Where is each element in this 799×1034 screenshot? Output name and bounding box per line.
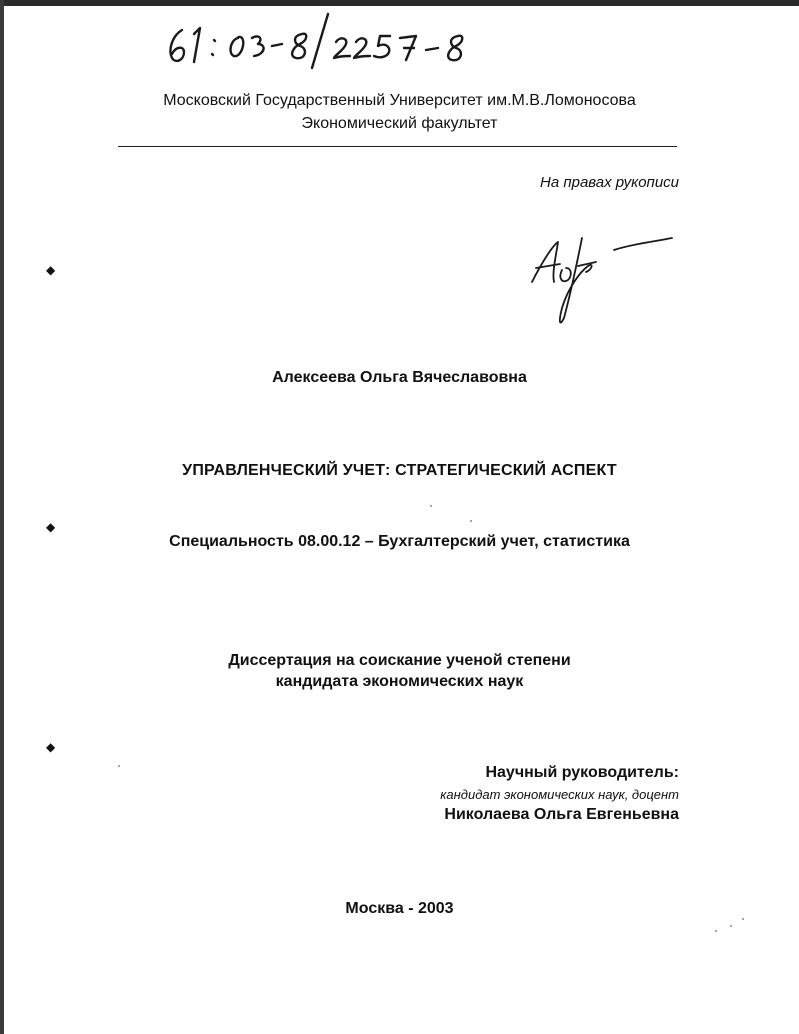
scan-speck	[730, 925, 732, 927]
author-name: Алексеева Ольга Вячеславовна	[272, 369, 527, 386]
scan-speck	[118, 765, 120, 767]
scan-speck	[742, 918, 744, 920]
scan-edge-top	[0, 0, 799, 6]
degree-line-1: Диссертация на соискание ученой степени	[228, 652, 571, 669]
punch-hole-mark: ◆	[46, 263, 56, 277]
scan-edge-left	[0, 0, 4, 1034]
scan-speck	[470, 520, 472, 522]
specialty: Специальность 08.00.12 – Бухгалтерский учет, статистика	[169, 533, 630, 550]
handwritten-accession-code	[160, 8, 520, 72]
university-name: Московский Государственный Университет им.М.В.Ломоносова	[163, 92, 636, 109]
signature-text: Аоf	[522, 228, 524, 229]
city-year: Москва - 2003	[345, 900, 454, 917]
supervisor-name: Николаева Ольга Евгеньевна	[444, 806, 679, 823]
punch-hole-mark: ◆	[46, 740, 56, 754]
rights-note: На правах рукописи	[540, 174, 679, 191]
thesis-title: УПРАВЛЕНЧЕСКИЙ УЧЕТ: СТРАТЕГИЧЕСКИЙ АСПЕКТ	[182, 462, 617, 479]
degree-line-2: кандидата экономических наук	[275, 673, 524, 690]
header-divider	[118, 146, 677, 147]
scan-speck	[715, 930, 717, 932]
author-signature	[522, 228, 682, 328]
degree-statement	[0, 650, 799, 692]
faculty-name: Экономический факультет	[301, 115, 498, 132]
accession-code-text: 61: 03-8/2257-8	[160, 8, 168, 9]
scan-speck	[430, 505, 432, 507]
punch-hole-mark: ◆	[46, 520, 56, 534]
supervisor-label: Научный руководитель:	[485, 764, 679, 781]
supervisor-rank: кандидат экономических наук, доцент	[440, 787, 679, 802]
